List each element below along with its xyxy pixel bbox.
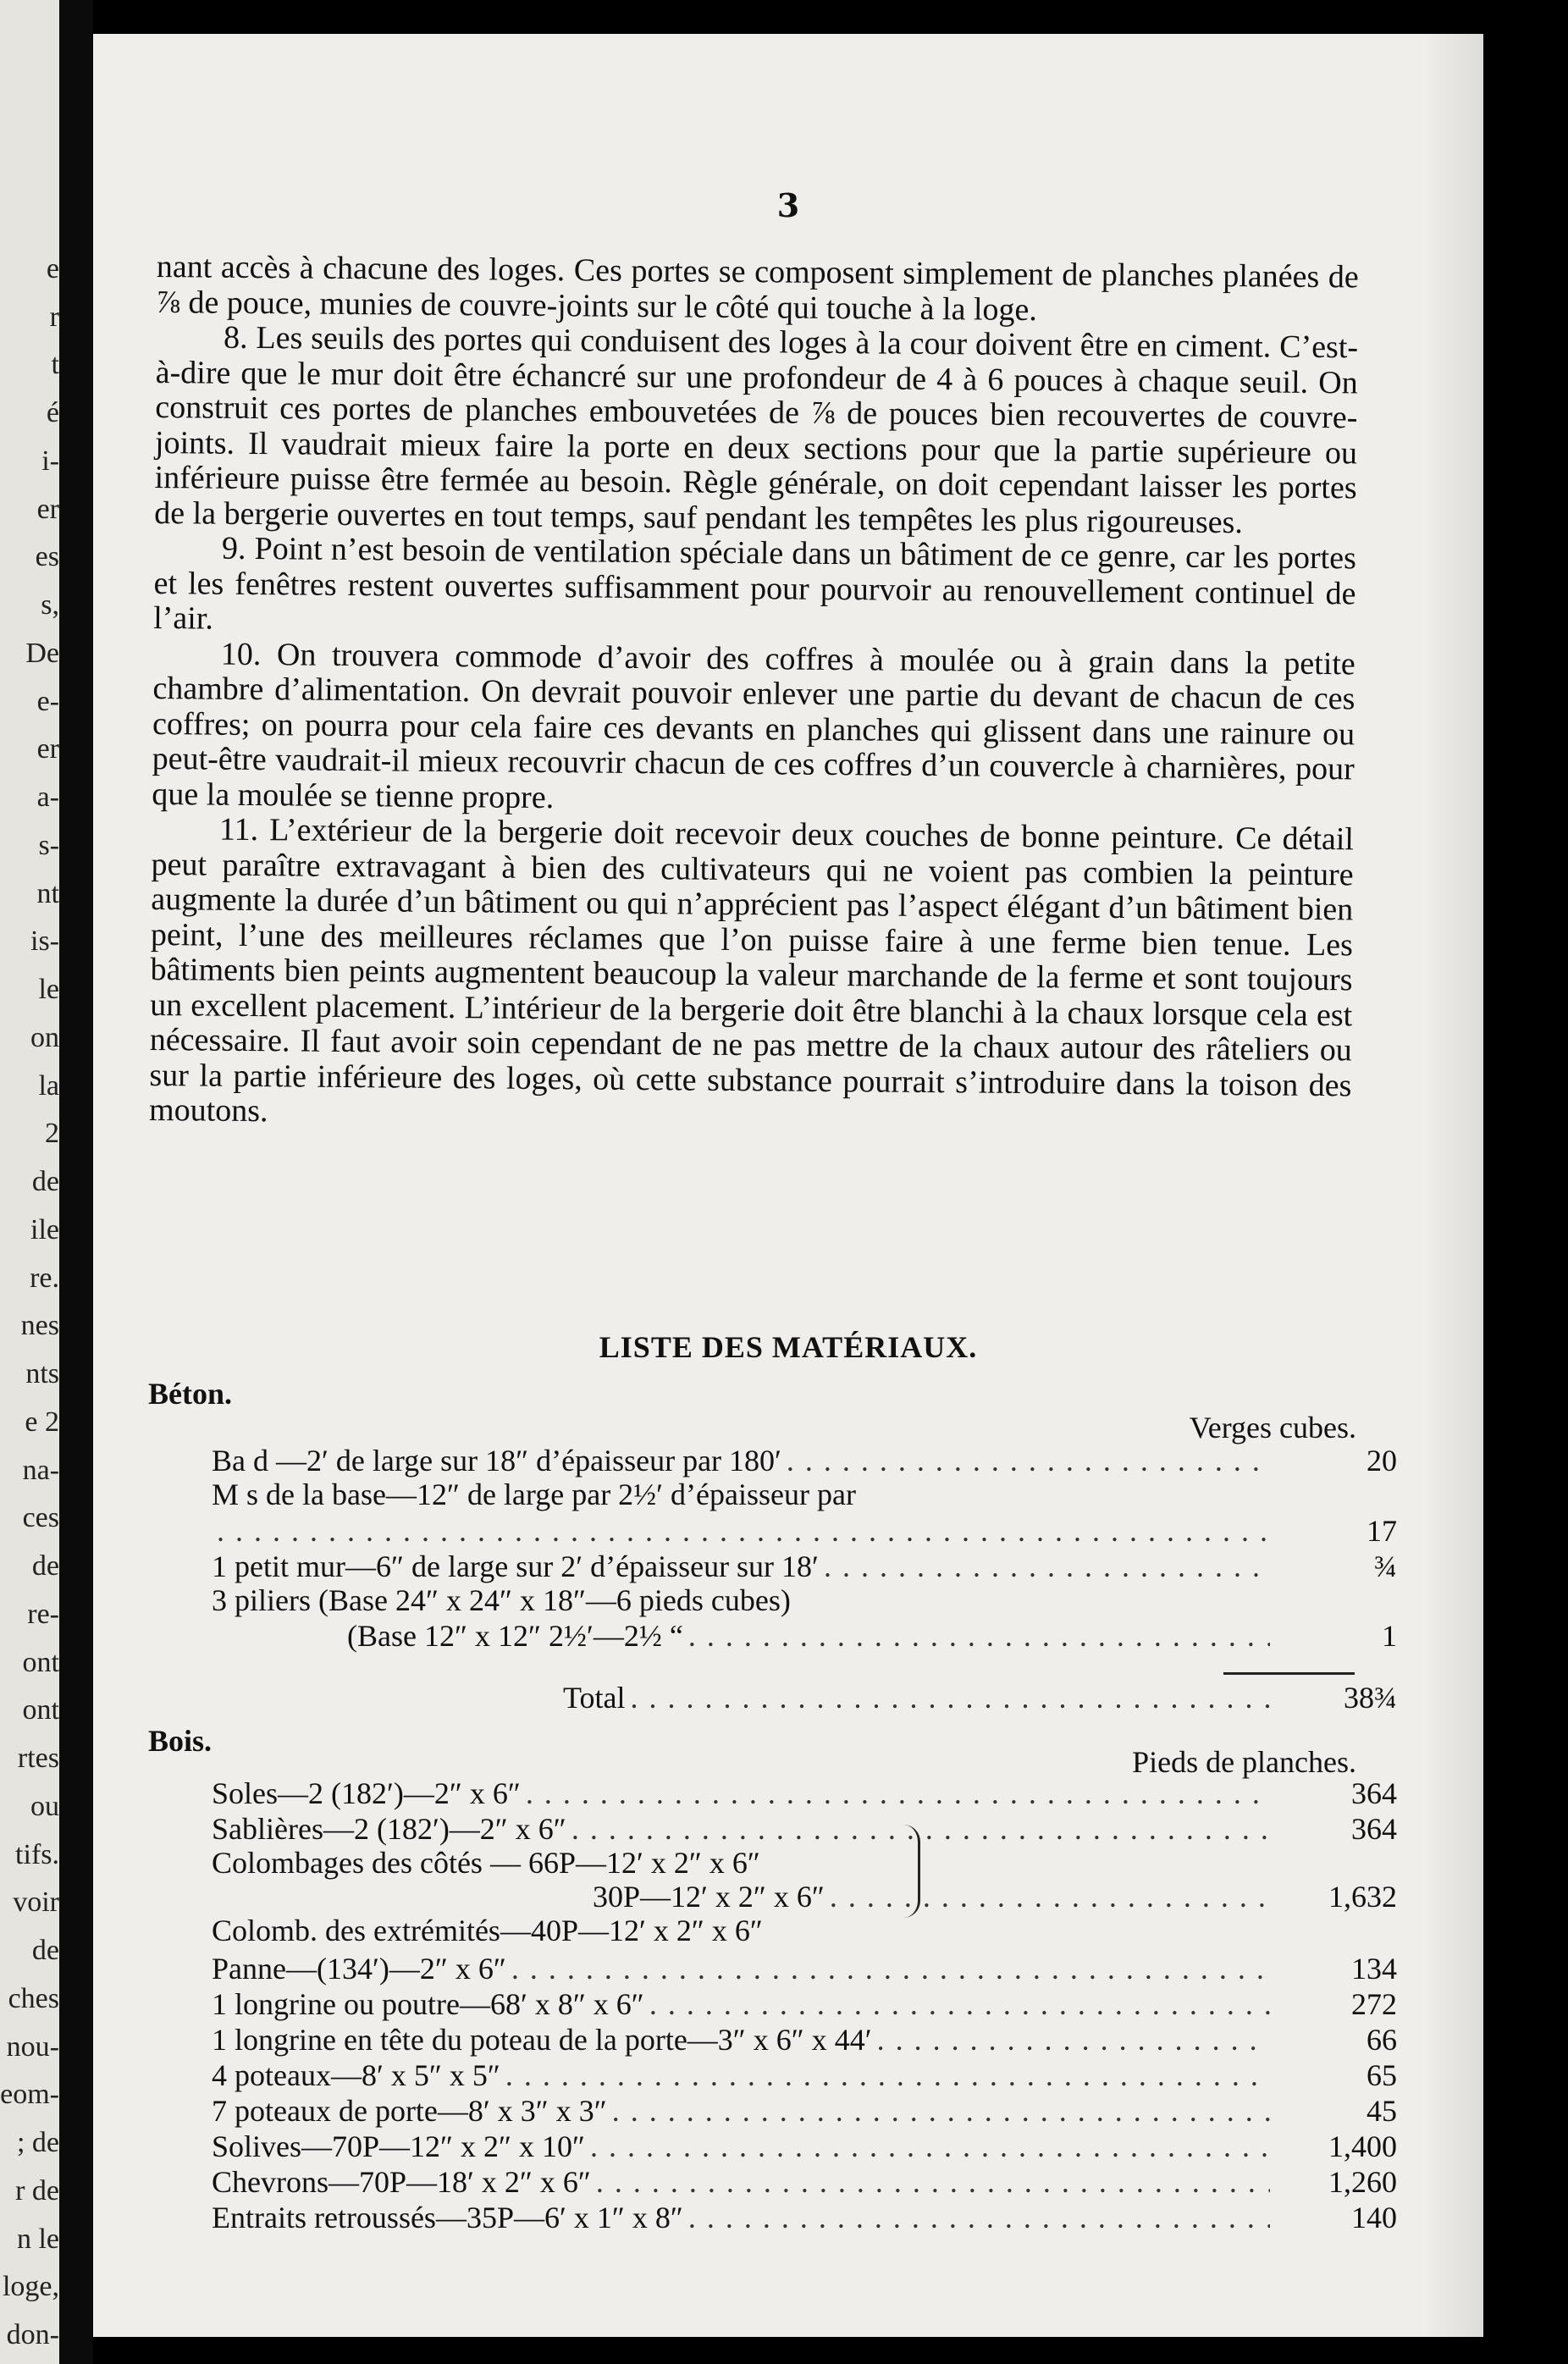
material-label: Ba d —2′ de large sur 18″ d’épaisseur par 180′ bbox=[212, 1444, 781, 1478]
dot-leader bbox=[877, 2023, 1270, 2057]
material-value: 1,632 bbox=[1328, 1880, 1397, 1914]
material-row bbox=[212, 1952, 1397, 1986]
material-row bbox=[212, 1914, 1397, 1947]
fragment-text: er bbox=[36, 493, 59, 525]
paragraph: nant accès à chacune des loges. Ces portes se composent simplement de planches planées de ⅞ de pouce, munies de couvre-joints sur le côté qui touche à la loge. bbox=[156, 249, 1359, 328]
total-row bbox=[563, 1681, 1397, 1715]
paragraph: 9. Point n’est besoin de ventilation spéciale dans un bâtiment de ce genre, car les portes et les fenêtres restent ouvertes suffisamment pour pourvoir au renouvellement continuel de l’air. bbox=[153, 530, 1357, 637]
fragment-text: on bbox=[30, 1021, 59, 1053]
material-row bbox=[212, 1583, 1397, 1617]
fragment-text: de bbox=[31, 1935, 59, 1967]
fragment-text: ont bbox=[22, 1646, 59, 1678]
fragment-text: ces bbox=[22, 1502, 59, 1534]
material-value: 1,260 bbox=[1328, 2165, 1397, 2199]
fragment-text: s- bbox=[38, 829, 59, 861]
material-value: 20 bbox=[1366, 1444, 1397, 1478]
dot-leader bbox=[688, 1619, 1270, 1653]
fragment-text: tifs. bbox=[15, 1838, 59, 1870]
fragment-text: a- bbox=[36, 782, 59, 814]
fragment-text: is- bbox=[30, 925, 59, 958]
fragment-text: n le bbox=[16, 2223, 59, 2255]
material-label: 1 longrine ou poutre—68′ x 8″ x 6″ bbox=[212, 1987, 644, 2021]
fragment-text: é bbox=[46, 397, 59, 429]
dot-leader bbox=[217, 1514, 1270, 1548]
material-value: 364 bbox=[1351, 1776, 1397, 1810]
fragment-text: t bbox=[51, 349, 59, 381]
material-label: Chevrons—70P—18′ x 2″ x 6″ bbox=[212, 2165, 591, 2199]
fragment-text: De bbox=[25, 637, 59, 669]
material-value: 134 bbox=[1351, 1952, 1397, 1986]
material-label: Sablières—2 (182′)—2″ x 6″ bbox=[212, 1812, 566, 1846]
paragraph: 8. Les seuils des portes qui conduisent des loges à la cour doivent être en ciment. C’est-à-dire que le mur doit être échancré sur une profondeur de 4 à 6 pouces à chaque seuil. On construit ces portes de planches embouvetées de ⅞ de pouces bien recouvertes de couvre-joints. Il vaudrait mieux faire la porte en deux sections pour que la partie supérieure ou inférieure puisse être fermée au besoin. Règle générale, on doit cependant laisser les portes de la bergerie ouvertes en tout temps, sauf pendant les tempêtes les plus rigoureuses. bbox=[154, 319, 1359, 540]
dot-leader bbox=[590, 2129, 1270, 2163]
unit-header-beton: Verges cubes. bbox=[1189, 1411, 1356, 1444]
material-row bbox=[212, 2165, 1397, 2199]
material-label: (Base 12″ x 12″ 2½′—2½ “ bbox=[347, 1619, 683, 1653]
dot-leader bbox=[511, 1952, 1270, 1986]
fragment-text: loge, bbox=[2, 2271, 59, 2303]
page-edge-shadow bbox=[1424, 34, 1483, 2337]
dot-leader bbox=[571, 1812, 1270, 1846]
material-row bbox=[593, 1880, 1397, 1914]
material-row bbox=[212, 1776, 1397, 1810]
material-value: 1 bbox=[1382, 1619, 1397, 1653]
section-title-beton: Béton. bbox=[148, 1377, 232, 1411]
fragment-text: rtes bbox=[17, 1743, 59, 1775]
material-label: 1 petit mur—6″ de large sur 2′ d’épaisseur sur 18′ bbox=[212, 1549, 819, 1583]
material-row bbox=[212, 1812, 1397, 1846]
fragment-text: e bbox=[46, 253, 59, 284]
previous-page-fragments bbox=[0, 0, 59, 2364]
fragment-text: ches bbox=[8, 1982, 59, 2014]
material-row bbox=[347, 1619, 1397, 1653]
dot-leader bbox=[787, 1444, 1270, 1478]
material-label: Entraits retroussés—35P—6′ x 1″ x 8″ bbox=[212, 2201, 683, 2234]
material-row bbox=[212, 1444, 1397, 1478]
fragment-text: voir bbox=[13, 1886, 59, 1919]
fragment-text: ile bbox=[30, 1213, 59, 1246]
material-value: 66 bbox=[1366, 2023, 1397, 2057]
fragment-text: re. bbox=[30, 1262, 59, 1294]
body-text bbox=[149, 250, 1359, 1139]
dot-leader bbox=[649, 1987, 1270, 2021]
material-label: Solives—70P—12″ x 2″ x 10″ bbox=[212, 2129, 586, 2163]
grouping-brace bbox=[897, 1825, 920, 1918]
material-label: Colomb. des extrémités—40P—12′ x 2″ x 6″ bbox=[212, 1914, 763, 1947]
page-number: 3 bbox=[776, 186, 800, 224]
material-row bbox=[212, 2023, 1397, 2057]
material-row bbox=[212, 1846, 1397, 1880]
dot-leader bbox=[830, 1880, 1270, 1914]
fragment-text: r bbox=[49, 301, 59, 333]
fragment-text: ; de bbox=[16, 2127, 59, 2159]
material-label: 1 longrine en tête du poteau de la porte—3″ x 6″ x 44′ bbox=[212, 2023, 872, 2057]
dot-leader bbox=[505, 2058, 1270, 2092]
material-value: 1,400 bbox=[1328, 2129, 1397, 2163]
fragment-text: de bbox=[31, 1166, 59, 1198]
fragment-text: es bbox=[35, 541, 59, 573]
fragment-text: nes bbox=[20, 1310, 59, 1342]
total-label: Total bbox=[563, 1681, 626, 1715]
paragraph: 11. L’extérieur de la bergerie doit recevoir deux couches de bonne peinture. Ce détail peut paraître extravagant à bien des cultivateurs qui ne voient pas combien la peinture augmente la durée d’un bâtiment ou qui n’apprécient pas l’aspect élégant d’un bâtiment bien peint, l’une des meilleures réclames que l’on puisse faire à une ferme bien tenue. Les bâtiments bien peints augmentent beaucoup la valeur marchande de la ferme et sont toujours un excellent placement. L’intérieur de la bergerie doit être blanchi à la chaux lorsque cela est nécessaire. Il faut avoir soin cependant de ne pas mettre de la chaux autour des râteliers ou sur la partie inférieure des loges, où cette substance pourrait s’introduire dans la toison des moutons. bbox=[148, 811, 1355, 1130]
fragment-text: nts bbox=[25, 1358, 59, 1390]
fragment-text: r de bbox=[15, 2174, 59, 2207]
fragment-text: i- bbox=[41, 445, 59, 477]
material-label: Soles—2 (182′)—2″ x 6″ bbox=[212, 1776, 521, 1810]
book-gutter bbox=[59, 0, 93, 2364]
material-label: 30P—12′ x 2″ x 6″ bbox=[593, 1880, 825, 1914]
dot-leader bbox=[596, 2165, 1270, 2199]
fragment-text: nou- bbox=[6, 2030, 59, 2063]
fragment-text: re- bbox=[27, 1598, 59, 1630]
material-value: 45 bbox=[1366, 2094, 1397, 2128]
fragment-text: na- bbox=[22, 1454, 59, 1486]
material-label: 3 piliers (Base 24″ x 24″ x 18″—6 pieds cubes) bbox=[212, 1583, 791, 1617]
material-value: 65 bbox=[1366, 2058, 1397, 2092]
material-row bbox=[212, 1478, 1397, 1511]
material-row bbox=[212, 2201, 1397, 2234]
material-value: ¾ bbox=[1374, 1549, 1397, 1583]
material-value: 364 bbox=[1351, 1812, 1397, 1846]
fragment-text: e- bbox=[36, 685, 59, 717]
fragment-text: er bbox=[36, 733, 59, 765]
section-title-bois: Bois. bbox=[148, 1724, 213, 1758]
fragment-text: 2 bbox=[45, 1118, 59, 1150]
material-label: 7 poteaux de porte—8′ x 3″ x 3″ bbox=[212, 2094, 607, 2128]
total-rule bbox=[1223, 1672, 1355, 1675]
material-row bbox=[212, 2094, 1397, 2128]
dot-leader bbox=[688, 2201, 1270, 2234]
dot-leader bbox=[630, 1681, 1270, 1715]
fragment-text: don- bbox=[6, 2319, 59, 2350]
paragraph: 10. On trouvera commode d’avoir des coffres à moulée ou à grain dans la petite chambre d’alimentation. On devrait pouvoir enlever une partie du devant de chacun de ces coffres; on pourra pour cela faire ces devants en planches qui glissent dans une rainure ou peut-être vaudrait-il mieux recouvrir chacun de ces coffres d’un couvercle à charnières, pour que la moulée se tienne propre. bbox=[152, 636, 1355, 815]
fragment-text: e 2 bbox=[25, 1406, 59, 1438]
fragment-text: eom- bbox=[0, 2079, 59, 2111]
material-row bbox=[212, 1987, 1397, 2021]
material-label: Colombages des côtés — 66P—12′ x 2″ x 6″ bbox=[212, 1846, 760, 1880]
total-value: 38¾ bbox=[1344, 1681, 1397, 1715]
fragment-text: s, bbox=[41, 589, 59, 621]
material-value: 140 bbox=[1351, 2201, 1397, 2234]
material-row bbox=[212, 1514, 1397, 1548]
material-value: 272 bbox=[1351, 1987, 1397, 2021]
dot-leader bbox=[612, 2094, 1270, 2128]
dot-leader bbox=[824, 1549, 1270, 1583]
material-label: Panne—(134′)—2″ x 6″ bbox=[212, 1952, 506, 1986]
fragment-text: ont bbox=[22, 1694, 59, 1726]
unit-header-bois: Pieds de planches. bbox=[1132, 1745, 1356, 1779]
book-page bbox=[93, 34, 1483, 2337]
material-row bbox=[212, 1549, 1397, 1583]
material-row bbox=[212, 2058, 1397, 2092]
fragment-text: la bbox=[38, 1069, 59, 1102]
material-value: 17 bbox=[1366, 1514, 1397, 1548]
dot-leader bbox=[526, 1776, 1270, 1810]
fragment-text: nt bbox=[36, 877, 59, 909]
material-label: M s de la base—12″ de large par 2½′ d’épaisseur par bbox=[212, 1478, 856, 1511]
fragment-text: le bbox=[38, 974, 59, 1006]
fragment-text: ou bbox=[30, 1790, 59, 1822]
material-row bbox=[212, 2129, 1397, 2163]
fragment-text: de bbox=[31, 1550, 59, 1582]
material-label: 4 poteaux—8′ x 5″ x 5″ bbox=[212, 2058, 500, 2092]
list-heading: LISTE DES MATÉRIAUX. bbox=[599, 1330, 978, 1364]
